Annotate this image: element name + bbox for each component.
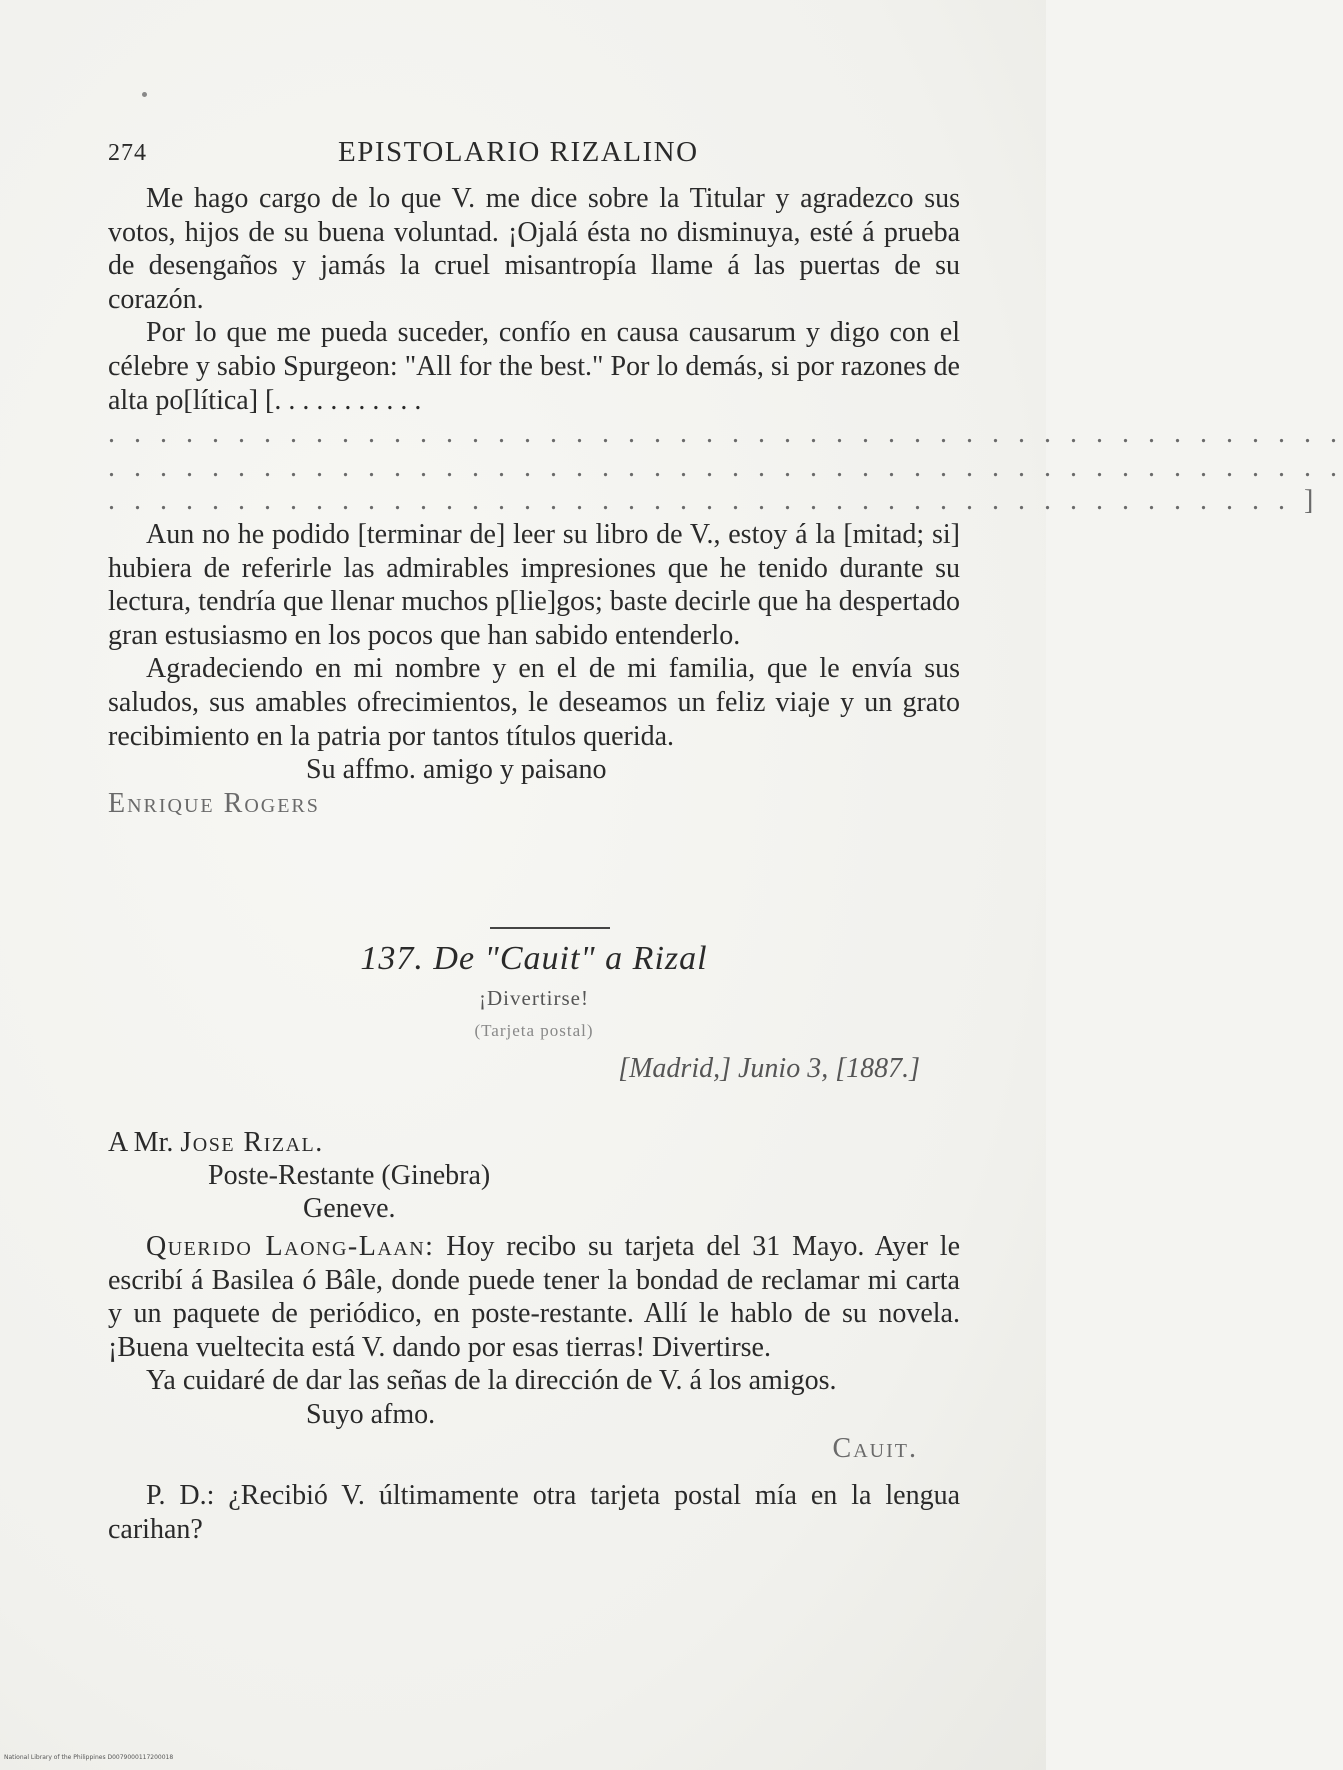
- book-title: EPISTOLARIO RIZALINO: [338, 136, 699, 168]
- letter-one-paragraph: Por lo que me pueda suceder, confío en causa causarum y digo con el célebre y sabio Spurgeon: "All for the best." Por lo demás, si por razones de alta po[lítica] [. . . . . . . . . . .: [108, 317, 960, 416]
- address-line: [108, 1126, 490, 1159]
- address-prefix: A Mr.: [108, 1127, 174, 1158]
- letter-two-body: [108, 1230, 960, 1546]
- ellipsis-line: . . . . . . . . . . . . . . . . . . . . . . . . . . . . . . . . . . . . . . . . . . . . . . ]: [108, 485, 1320, 517]
- letter-two-header: [108, 940, 960, 1085]
- letter-one: [108, 182, 1343, 820]
- salutation: Querido Laong-Laan:: [146, 1231, 435, 1262]
- letter-two-paragraph-text: Hoy recibo su tarjeta del 31 Mayo. Ayer le escribí á Basilea ó Bâle, donde puede tener la bondad de reclamar mi carta y un paquete de periódico, en poste-restante. Allí le hablo de su novela. ¡Buena vueltecita está V. dando por esas tierras! Divertirse.: [108, 1231, 961, 1363]
- letter-one-signature: Enrique Rogers: [108, 787, 320, 819]
- running-head: [108, 136, 938, 172]
- letter-two-card-note: (Tarjeta postal): [474, 1021, 594, 1040]
- scan-footer: National Library of the Philippines D0079000117200018: [4, 1754, 174, 1761]
- letter-two-dateline: [Madrid,] Junio 3, [1887.]: [618, 1053, 920, 1084]
- letter-one-paragraph: Agradeciendo en mi nombre y en el de mi familia, que le envía sus saludos, sus amables ofrecimientos, le deseamos un feliz viaje y un grato recibimiento en la patria por tantos títulos querida.: [108, 653, 960, 752]
- letter-two-signature: Cauit.: [832, 1432, 918, 1464]
- postscript: P. D.: ¿Recibió V. últimamente otra tarjeta postal mía en la lengua carihan?: [108, 1480, 960, 1545]
- section-divider: [490, 927, 610, 929]
- letter-two-subtitle: ¡Divertirse!: [479, 986, 589, 1010]
- ellipsis-line: . . . . . . . . . . . . . . . . . . . . . . . . . . . . . . . . . . . . . . . . . . . . . . . .: [108, 418, 1343, 450]
- letter-one-paragraph: Aun no he podido [terminar de] leer su libro de V., estoy á la [mitad; si] hubiera de referirle las admirables impresiones que he tenido durante su lectura, tendría que llenar muchos p[lie]gos; baste decirle que ha despertado gran estusiasmo en los pocos que han sabido entenderlo.: [108, 518, 960, 651]
- letter-one-closing: Su affmo. amigo y paisano: [306, 754, 607, 786]
- letter-one-paragraph: Me hago cargo de lo que V. me dice sobre la Titular y agradezco sus votos, hijos de su buena voluntad. ¡Ojalá ésta no disminuya, esté á prueba de desengaños y jamás la cruel misantropía llame á las puertas de su corazón.: [108, 183, 960, 315]
- letter-two-paragraph: [108, 1230, 960, 1364]
- speck-mark: [142, 92, 147, 97]
- letter-two-heading: 137. De "Cauit" a Rizal: [360, 940, 708, 977]
- letter-two-paragraph: Ya cuidaré de dar las señas de la dirección de V. á los amigos.: [146, 1365, 837, 1397]
- letter-two-closing: Suyo afmo.: [306, 1398, 436, 1430]
- address-name: Jose Rizal.: [180, 1127, 324, 1158]
- page-number: 274: [108, 140, 147, 166]
- ellipsis-line: . . . . . . . . . . . . . . . . . . . . . . . . . . . . . . . . . . . . . . . . . . . . . . . .: [108, 451, 1343, 483]
- address-line: Poste-Restante (Ginebra): [208, 1160, 491, 1191]
- letter-two-address: [108, 1126, 490, 1225]
- address-line: Geneve.: [303, 1193, 396, 1224]
